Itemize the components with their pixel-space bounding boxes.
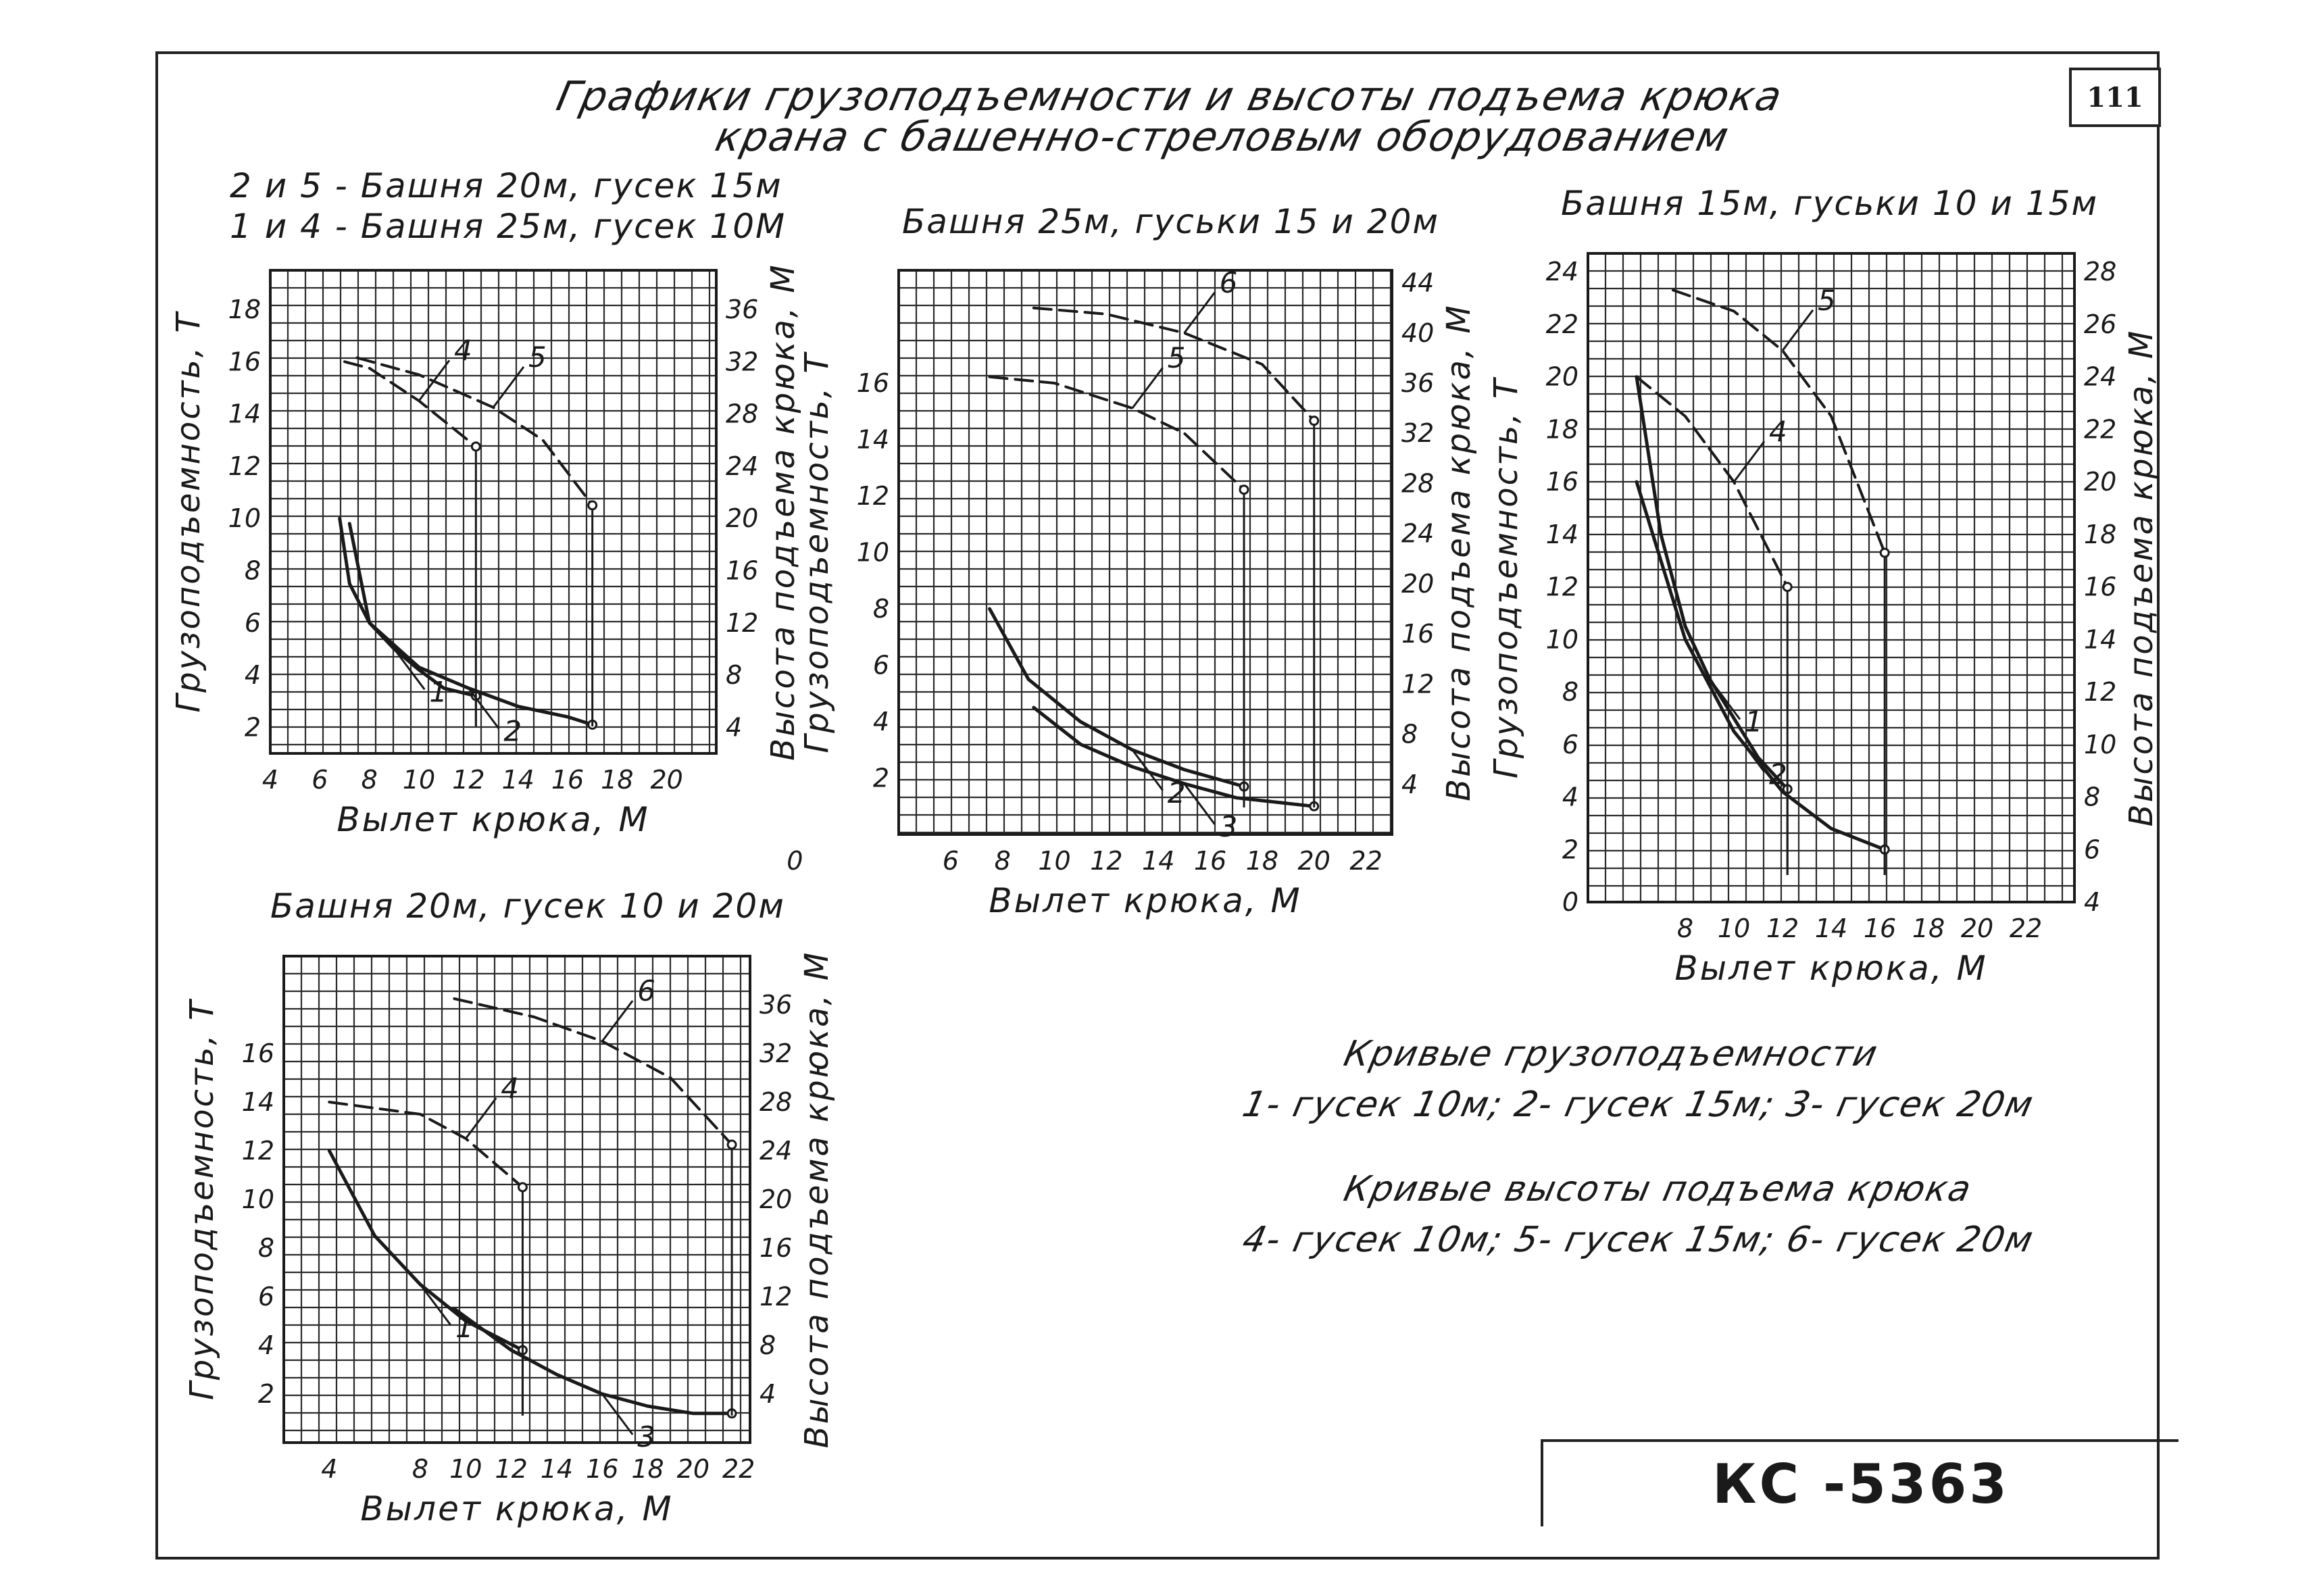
chart-subtitle: 1 и 4 - Башня 25м, гусек 10М xyxy=(230,207,787,246)
plot-frame xyxy=(270,270,716,753)
chart-subtitle: Башня 15м, гуськи 10 и 15м xyxy=(1561,184,2099,223)
y2-axis-label: Высота подъема крюка, М xyxy=(2122,328,2160,827)
series-5-end-marker xyxy=(589,501,597,509)
y-tick-label: 6 xyxy=(244,607,261,638)
y2-tick-label: 20 xyxy=(760,1184,793,1214)
x-tick-label: 14 xyxy=(1142,846,1175,876)
x-tick-label: 22 xyxy=(1349,846,1383,876)
y2-tick-label: 16 xyxy=(1401,619,1435,649)
x-axis-label: Вылет крюка, М xyxy=(989,881,1302,920)
annotation-label: 1 xyxy=(429,675,448,709)
x-tick-label: 10 xyxy=(449,1454,482,1484)
chart-subtitle: Башня 20м, гусек 10 и 20м xyxy=(270,887,785,926)
series-6-end-marker xyxy=(728,1141,736,1149)
series-5-line xyxy=(357,358,592,505)
chart-subtitle: 2 и 5 - Башня 20м, гусек 15м xyxy=(230,166,782,205)
annotation-label: 5 xyxy=(1167,341,1186,375)
y-tick-label: 8 xyxy=(244,555,261,586)
y-axis-label: Грузоподъемность, Т xyxy=(183,998,221,1401)
legend-capacity-heading: Кривые грузоподъемности xyxy=(1340,1034,1883,1074)
y2-tick-label: 4 xyxy=(726,712,743,743)
x-tick-label: 0 xyxy=(787,846,803,876)
chart-3 xyxy=(1487,184,2160,988)
y2-tick-label: 24 xyxy=(2084,361,2117,392)
y2-tick-label: 10 xyxy=(2084,729,2117,759)
x-tick-label: 14 xyxy=(1814,914,1848,943)
y2-tick-label: 26 xyxy=(2084,309,2117,339)
y-tick-label: 10 xyxy=(228,503,261,534)
y-tick-label: 4 xyxy=(257,1330,274,1360)
y-tick-label: 18 xyxy=(228,294,261,324)
y-tick-label: 18 xyxy=(1545,414,1578,445)
y2-tick-label: 44 xyxy=(1401,268,1435,298)
y2-tick-label: 24 xyxy=(760,1136,793,1166)
legend-capacity-items: 1- гусек 10м; 2- гусек 15м; 3- гусек 20м xyxy=(1239,1084,2038,1125)
y-tick-label: 16 xyxy=(1545,467,1578,497)
annotation-label: 1 xyxy=(455,1311,474,1344)
y2-tick-label: 8 xyxy=(1401,719,1418,749)
y2-tick-label: 40 xyxy=(1401,318,1435,348)
y2-tick-label: 22 xyxy=(2084,414,2117,445)
series-5-end-marker xyxy=(1240,486,1248,494)
x-tick-label: 12 xyxy=(495,1454,528,1484)
y2-tick-label: 20 xyxy=(2084,467,2117,497)
y-tick-label: 2 xyxy=(257,1379,274,1409)
y-tick-label: 2 xyxy=(872,763,889,793)
y2-tick-label: 32 xyxy=(726,347,759,377)
series-6-line xyxy=(454,999,732,1145)
x-tick-label: 8 xyxy=(412,1454,429,1484)
x-tick-label: 12 xyxy=(1090,846,1123,876)
x-tick-label: 14 xyxy=(540,1454,574,1484)
x-tick-label: 22 xyxy=(2009,914,2043,943)
y-tick-label: 12 xyxy=(228,451,261,481)
y-tick-label: 2 xyxy=(1562,834,1578,865)
y2-tick-label: 36 xyxy=(726,294,759,324)
chart-4 xyxy=(183,887,836,1528)
series-5-end-marker xyxy=(1881,549,1889,557)
annotation-label: 2 xyxy=(1167,776,1186,809)
x-tick-label: 8 xyxy=(994,846,1011,876)
y-tick-label: 14 xyxy=(241,1087,274,1117)
y-tick-label: 16 xyxy=(241,1039,274,1068)
chart-grid xyxy=(1588,253,2074,902)
series-4-end-marker xyxy=(518,1183,526,1191)
y-tick-label: 4 xyxy=(1562,782,1578,812)
x-tick-label: 8 xyxy=(1676,914,1694,943)
chart-1 xyxy=(170,166,802,839)
x-tick-label: 18 xyxy=(1912,914,1945,943)
x-tick-label: 16 xyxy=(1193,846,1227,876)
y2-tick-label: 12 xyxy=(726,607,759,638)
y2-tick-label: 12 xyxy=(1401,669,1435,699)
series-1-line xyxy=(329,1151,522,1350)
x-tick-label: 4 xyxy=(262,765,279,795)
y2-axis-label: Высота подъема крюка, М xyxy=(798,950,836,1449)
y-tick-label: 16 xyxy=(856,368,889,398)
y-tick-label: 10 xyxy=(241,1184,274,1214)
y-tick-label: 8 xyxy=(872,594,889,624)
y-tick-label: 12 xyxy=(241,1136,274,1166)
annotation-label: 3 xyxy=(1219,809,1238,843)
x-tick-label: 20 xyxy=(1297,846,1330,876)
x-tick-label: 10 xyxy=(1717,914,1751,943)
annotation-leader xyxy=(1132,368,1163,408)
series-4-end-marker xyxy=(472,443,480,451)
x-tick-label: 6 xyxy=(942,846,959,876)
annotation-label: 4 xyxy=(454,334,472,368)
series-6-end-marker xyxy=(1310,417,1318,425)
chart-subtitle: Башня 25м, гуськи 15 и 20м xyxy=(902,202,1440,241)
x-tick-label: 20 xyxy=(676,1454,710,1484)
x-tick-label: 12 xyxy=(1766,914,1799,943)
x-tick-label: 12 xyxy=(452,765,485,795)
x-tick-label: 16 xyxy=(551,765,584,795)
annotation-leader xyxy=(493,367,524,407)
chart-grid xyxy=(270,270,716,753)
y2-axis-label: Высота подъема крюка, М xyxy=(764,263,802,761)
y2-tick-label: 12 xyxy=(760,1282,793,1312)
y2-tick-label: 16 xyxy=(726,555,759,586)
x-tick-label: 16 xyxy=(586,1454,619,1484)
y2-tick-label: 14 xyxy=(2084,624,2117,655)
y-tick-label: 14 xyxy=(228,399,261,429)
annotation-label: 4 xyxy=(501,1072,520,1105)
x-tick-label: 18 xyxy=(631,1454,664,1484)
y-tick-label: 4 xyxy=(872,707,889,737)
y2-tick-label: 18 xyxy=(2084,519,2117,549)
annotation-label: 6 xyxy=(637,974,655,1007)
x-tick-label: 10 xyxy=(1038,846,1071,876)
y-axis-label: Грузоподъемность, Т xyxy=(170,311,207,713)
y2-tick-label: 20 xyxy=(726,503,759,534)
y2-tick-label: 8 xyxy=(726,660,743,691)
y2-tick-label: 4 xyxy=(2084,887,2101,917)
y2-tick-label: 16 xyxy=(2084,572,2117,602)
x-tick-label: 8 xyxy=(361,765,378,795)
y2-tick-label: 16 xyxy=(760,1233,793,1263)
y-axis-label: Грузоподъемность, Т xyxy=(1487,376,1525,779)
x-axis-label: Вылет крюка, М xyxy=(337,800,650,839)
annotation-leader xyxy=(1734,441,1764,482)
y2-tick-label: 36 xyxy=(760,990,793,1020)
y2-tick-label: 8 xyxy=(2084,782,2101,812)
annotation-label: 5 xyxy=(1818,283,1836,317)
y-tick-label: 12 xyxy=(1545,572,1578,602)
y-tick-label: 6 xyxy=(872,650,889,680)
page-title-line-2: крана с башенно-стреловым оборудованием xyxy=(711,114,1734,161)
annotation-label: 5 xyxy=(528,340,547,374)
chart-2 xyxy=(787,202,1478,920)
y2-tick-label: 20 xyxy=(1401,568,1435,599)
y2-tick-label: 8 xyxy=(760,1330,776,1360)
y-tick-label: 8 xyxy=(257,1233,274,1263)
y-tick-label: 20 xyxy=(1545,361,1578,392)
y2-tick-label: 6 xyxy=(2084,834,2101,865)
x-axis-label: Вылет крюка, М xyxy=(1674,949,1988,988)
y2-tick-label: 36 xyxy=(1401,368,1435,398)
y2-tick-label: 28 xyxy=(760,1087,793,1117)
y-axis-label: Грузоподъемность, Т xyxy=(798,351,836,753)
annotation-leader xyxy=(1783,310,1813,351)
y-tick-label: 16 xyxy=(228,347,261,377)
y-tick-label: 24 xyxy=(1545,257,1578,287)
annotation-label: 1 xyxy=(1745,705,1763,739)
y2-tick-label: 24 xyxy=(726,451,759,481)
y-tick-label: 14 xyxy=(856,424,889,455)
y2-tick-label: 4 xyxy=(760,1379,776,1409)
y2-tick-label: 4 xyxy=(1401,769,1418,799)
page-title-line-1: Графики грузоподъемности и высоты подъема крюка xyxy=(552,73,1787,120)
y-tick-label: 10 xyxy=(1545,624,1578,655)
annotation-label: 6 xyxy=(1219,266,1238,299)
y2-tick-label: 24 xyxy=(1401,518,1435,549)
y2-tick-label: 12 xyxy=(2084,677,2117,707)
annotation-leader xyxy=(1185,293,1215,333)
y-tick-label: 4 xyxy=(244,660,261,691)
y-tick-label: 8 xyxy=(1562,677,1578,707)
x-tick-label: 18 xyxy=(1245,846,1279,876)
legend-height-heading: Кривые высоты подъема крюка xyxy=(1340,1169,1976,1210)
y-tick-label: 10 xyxy=(856,537,889,568)
legend-height-items: 4- гусек 10м; 5- гусек 15м; 6- гусек 20м xyxy=(1239,1220,2038,1260)
x-tick-label: 4 xyxy=(321,1454,338,1484)
plot-frame xyxy=(1588,253,2074,902)
annotation-label: 3 xyxy=(637,1420,655,1453)
y2-tick-label: 32 xyxy=(1401,418,1435,449)
annotation-label: 2 xyxy=(1769,757,1787,791)
y2-tick-label: 28 xyxy=(726,399,759,429)
page-number: 111 xyxy=(2069,68,2161,127)
x-tick-label: 22 xyxy=(722,1454,755,1484)
y-tick-label: 2 xyxy=(244,712,261,743)
x-axis-label: Вылет крюка, М xyxy=(360,1489,674,1528)
x-tick-label: 6 xyxy=(312,765,328,795)
x-tick-label: 20 xyxy=(1960,914,1994,943)
model-designation: КС -5363 xyxy=(1541,1439,2179,1526)
x-tick-label: 16 xyxy=(1863,914,1897,943)
x-tick-label: 20 xyxy=(650,765,683,795)
y2-tick-label: 28 xyxy=(1401,468,1435,499)
y-tick-label: 12 xyxy=(856,481,889,511)
y-tick-label: 22 xyxy=(1545,309,1578,339)
y-tick-label: 6 xyxy=(257,1282,274,1312)
y-tick-label: 0 xyxy=(1562,887,1578,917)
annotation-label: 4 xyxy=(1769,415,1787,449)
x-tick-label: 10 xyxy=(402,765,436,795)
y2-tick-label: 28 xyxy=(2084,257,2117,287)
series-4-end-marker xyxy=(1783,583,1791,591)
x-tick-label: 14 xyxy=(501,765,534,795)
annotation-label: 2 xyxy=(503,714,522,748)
y2-axis-label: Высота подъема крюка, М xyxy=(1440,303,1478,801)
y2-tick-label: 32 xyxy=(760,1039,793,1068)
chart-grid xyxy=(899,270,1392,834)
x-tick-label: 18 xyxy=(601,765,634,795)
y-tick-label: 6 xyxy=(1562,729,1578,759)
series-1-line xyxy=(340,518,476,696)
y-tick-label: 14 xyxy=(1545,519,1578,549)
